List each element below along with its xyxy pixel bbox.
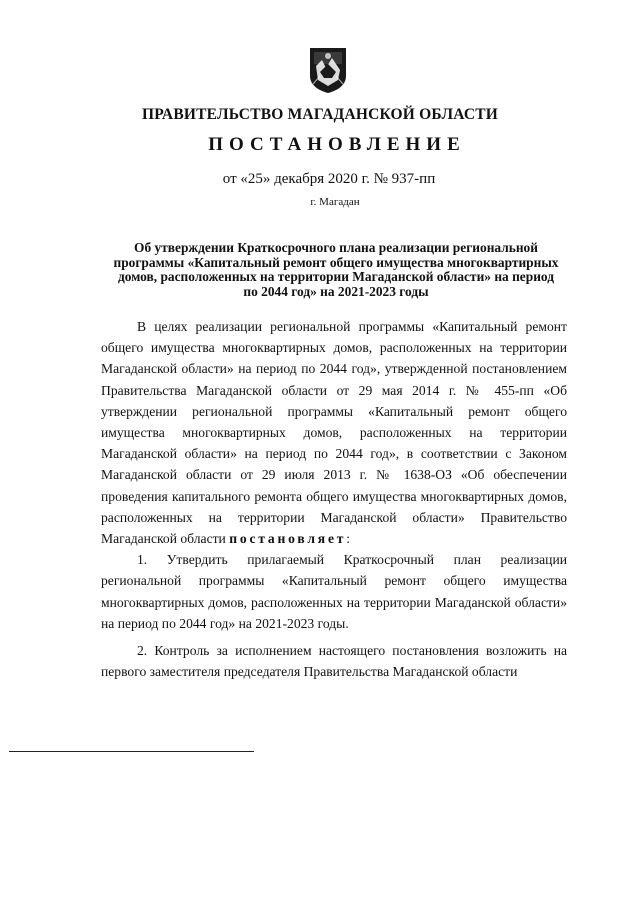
magadan-coat-of-arms-icon	[308, 46, 348, 94]
document-city: г. Магадан	[310, 196, 360, 208]
footer-divider	[9, 751, 254, 752]
preamble-text: В целях реализации региональной программы «Капитальный ремонт общего имущества многоквартирных домов, расположенных на территории Магаданской области» на период по 2044 год», утвержденной постановлением Правительства Магаданской области от 29 мая 2014 г. № 455-пп «Об утверждении региональной программы «Капитальный ремонт общего имущества многоквартирных домов, расположенных на территории Магаданской области» на период по 2044 год», в соответствии с Законом Магаданской области от 29 июля 2013 г. № 1638-ОЗ «Об обеспечении проведения капитального ремонта общего имущества многоквартирных домов, расположенных на территории Магаданской области» Правительство Магаданской области	[101, 319, 567, 547]
resolves-word: постановляет	[229, 531, 347, 547]
resolves-colon: :	[346, 531, 351, 547]
item-2-paragraph: 2. Контроль за исполнением настоящего постановления возложить на первого заместителя председателя Правительства Магаданской области	[101, 643, 567, 680]
document-body	[101, 316, 567, 682]
item-1-paragraph: 1. Утвердить прилагаемый Краткосрочный план реализации региональной программы «Капитальный ремонт общего имущества многоквартирных домов, расположенных на территории Магаданской области» на период по 2044 год» на 2021-2023 годы.	[101, 552, 567, 631]
preamble-paragraph	[101, 316, 567, 549]
document-type-heading: ПОСТАНОВЛЕНИЕ	[208, 134, 466, 155]
organization-title: ПРАВИТЕЛЬСТВО МАГАДАНСКОЙ ОБЛАСТИ	[141, 106, 499, 123]
document-date-number: от «25» декабря 2020 г. № 937-пп	[222, 171, 436, 187]
document-subject: Об утверждении Краткосрочного плана реализации региональной программы «Капитальный ремонт общего имущества многоквартирных домов, расположенных на территории Магаданской области» на период по 2044 год» на 2021-2023 годы	[113, 240, 559, 299]
